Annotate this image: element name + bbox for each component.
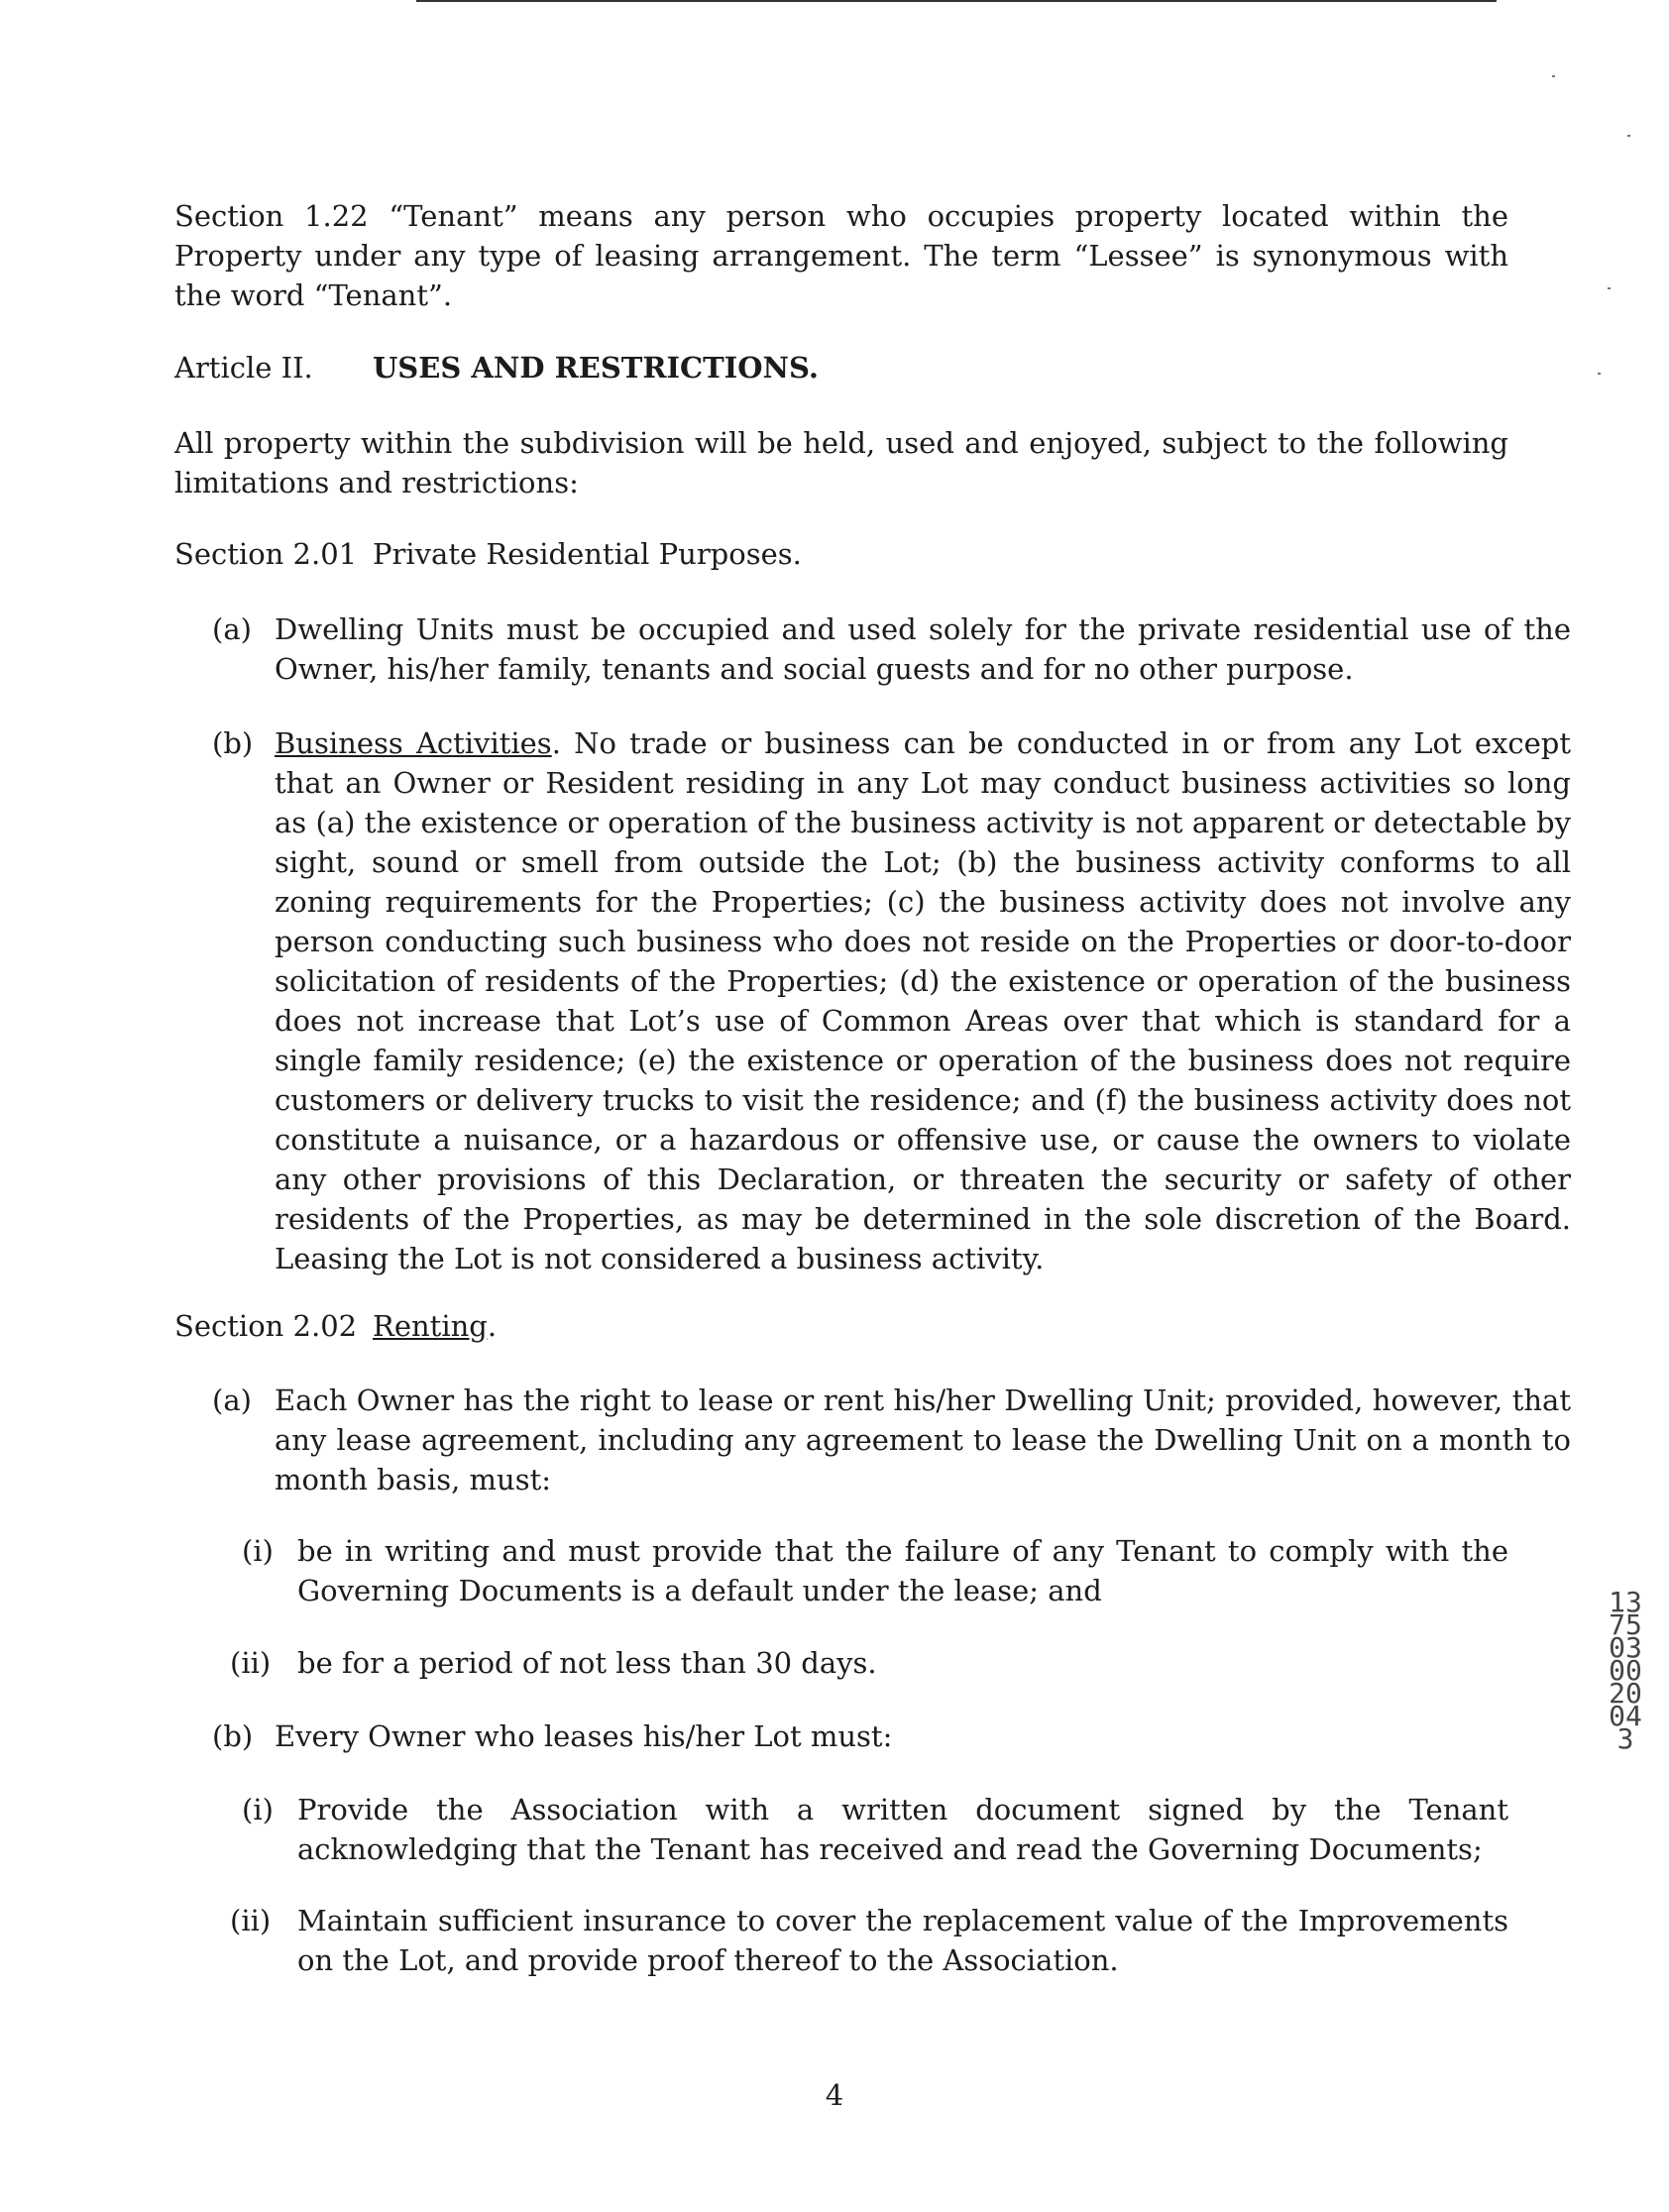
scan-speck (1627, 135, 1630, 137)
business-activities-text: No trade or business can be conducted in or from any Lot except that an Owner or Resident residing in any Lot may conduct business activities so long as (a) the existence or operation of the business activity is not apparent or detectable by sight, sound or smell from outside the Lot; (b) the business activity conforms to all zoning requirements for the Properties; (c) the business activity does not involve any person conducting such business who does not reside on the Properties or door-to-door solicitation of residents of the Properties; (d) the existence or operation of the business does not increase that Lot’s use of Common Areas over that which is standard for a single family residence; (e) the existence or operation of the business does not require customers or delivery trucks to visit the residence; and (f) the business activity does not constitute a nuisance, or a hazardous or offensive use, or cause the owners to violate any other provisions of this Declaration, or threaten the security or safety of other residents of the Properties, as may be determined in the sole discretion of the Board. Leasing the Lot is not considered a business activity. (275, 726, 1572, 1275)
item-marker: (i) (242, 1793, 274, 1826)
item-text: Each Owner has the right to lease or rent his/her Dwelling Unit; provided, however, that any lease agreement, including any agreement to lease the Dwelling Unit on a month to month basis, must: (275, 1383, 1571, 1496)
item-text: be for a period of not less than 30 days. (297, 1646, 877, 1680)
article-label: Article II. (174, 351, 313, 385)
section-label: Section 2.01 (174, 537, 358, 571)
item-text: Dwelling Units must be occupied and used solely for the private residential use of the Owner, his/her family, tenants and social guests and for no other purpose. (275, 612, 1571, 686)
section-1-22-paragraph: Section 1.22 “Tenant” means any person who occupies property located within the Property under any type of leasing arrangement. The term “Lessee” is synonymous with the word “Tenant”. (174, 199, 1508, 312)
item-text: Business Activities. No trade or business can be conducted in or from any Lot except that an Owner or Resident residing in any Lot may conduct business activities so long as (a) the existence or operation of the business activity is not apparent or detectable by sight, sound or smell from outside the Lot; (b) the business activity conforms to all zoning requirements for the Properties; (c) the business activity does not involve any person conducting such business who does not reside on the Properties or door-to-door solicitation of residents of the Properties; (d) the existence or operation of the business does not increase that Lot’s use of Common Areas over that which is standard for a single family residence; (e) the existence or operation of the business does not require customers or delivery trucks to visit the residence; and (f) the business activity does not constitute a nuisance, or a hazardous or offensive use, or cause the owners to violate any other provisions of this Declaration, or threaten the security or safety of other residents of the Properties, as may be determined in the sole discretion of the Board. Leasing the Lot is not considered a business activity. (275, 726, 1572, 1275)
page-number: 4 (825, 2078, 844, 2112)
section-label: Section 2.02 (174, 1309, 358, 1343)
item-marker: (ii) (230, 1646, 272, 1680)
item-text: Provide the Association with a written document signed by the Tenant acknowledging that the Tenant has received and read the Governing Documents; (297, 1793, 1508, 1866)
scan-top-line (416, 0, 1497, 2)
business-activities-heading: Business Activities (275, 726, 552, 760)
scan-speck (1598, 373, 1601, 375)
scan-speck (1552, 75, 1555, 77)
recording-stamp: 1375030020043 (1609, 1586, 1642, 1755)
item-marker: (b) (212, 726, 254, 760)
item-marker: (a) (212, 1383, 252, 1417)
section-title: Renting. (373, 1309, 498, 1343)
item-marker: (i) (242, 1534, 274, 1568)
item-marker: (b) (212, 1719, 254, 1753)
item-marker: (a) (212, 612, 252, 646)
article-title: USES AND RESTRICTIONS. (373, 351, 820, 385)
item-text: Every Owner who leases his/her Lot must: (275, 1719, 893, 1753)
item-text: be in writing and must provide that the failure of any Tenant to comply with the Governing Documents is a default under the lease; and (297, 1534, 1508, 1607)
item-marker: (ii) (230, 1904, 272, 1937)
section-title: Private Residential Purposes. (373, 537, 802, 571)
item-text: Maintain sufficient insurance to cover the replacement value of the Improvements on the Lot, and provide proof thereof to the Association. (297, 1904, 1508, 1977)
scan-speck (1608, 287, 1611, 289)
article-2-intro: All property within the subdivision will be held, used and enjoyed, subject to the following limitations and restrictions: (174, 426, 1508, 499)
